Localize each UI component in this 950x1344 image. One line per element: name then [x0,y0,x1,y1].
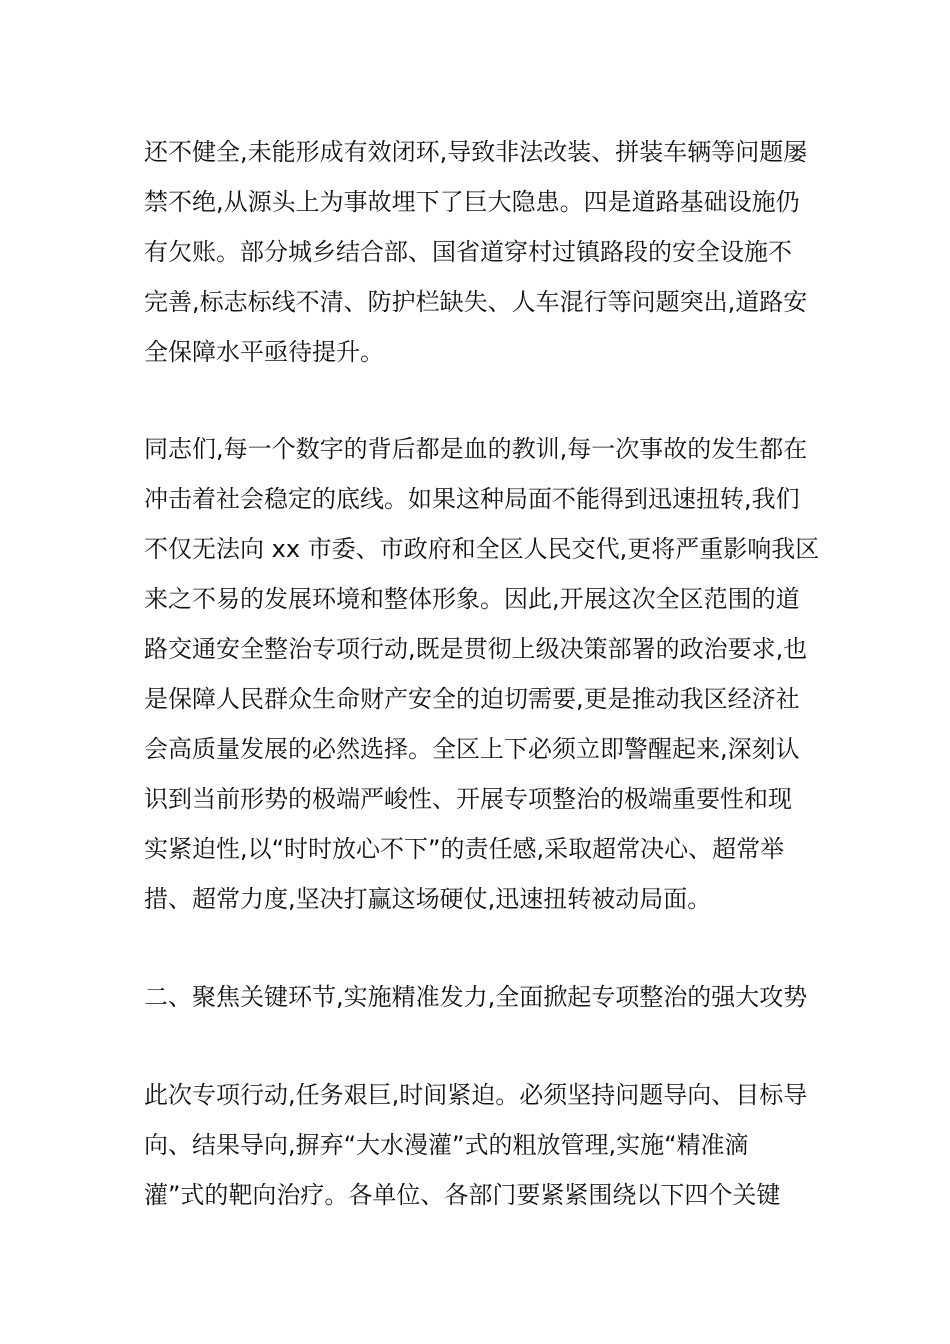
text-line: 灌”式的靶向治疗。各单位、各部门要紧紧围绕以下四个关键 [144,1181,781,1209]
text-line: 完善,标志标线不清、防护栏缺失、人车混行等问题突出,道路安 [144,288,808,316]
text-line: 全保障水平亟待提升。 [144,338,384,366]
text-line: 路交通安全整治专项行动,既是贯彻上级决策部署的政治要求,也 [144,635,808,663]
text-line: 此次专项行动,任务艰巨,时间紧迫。必须坚持问题导向、目标导 [144,1081,808,1109]
text-line: 措、超常力度,坚决打赢这场硬仗,迅速扭转被动局面。 [144,885,712,913]
text-line: 实紧迫性,以“时时放心不下”的责任感,采取超常决心、超常举 [144,835,785,863]
section-heading: 二、聚焦关键环节,实施精准发力,全面掀起专项整治的强大攻势 [144,983,808,1011]
text-line: 是保障人民群众生命财产安全的迫切需要,更是推动我区经济社 [144,685,800,713]
text-line: 还不健全,未能形成有效闭环,导致非法改装、拼装车辆等问题屡 [144,138,808,166]
text-line: 向、结果导向,摒弃“大水漫灌”式的粗放管理,实施“精准滴 [144,1131,749,1159]
text-line: 同志们,每一个数字的背后都是血的教训,每一次事故的发生都在 [144,435,808,463]
text-line: 来之不易的发展环境和整体形象。因此,开展这次全区范围的道 [144,585,800,613]
text-line: 会高质量发展的必然选择。全区上下必须立即警醒起来,深刻认 [144,735,800,763]
text-line: 禁不绝,从源头上为事故埋下了巨大隐患。四是道路基础设施仍 [144,188,800,216]
text-line: 不仅无法向 xx 市委、市政府和全区人民交代,更将严重影响我区 [144,535,820,563]
text-line: 识到当前形势的极端严峻性、开展专项整治的极端重要性和现 [144,785,792,813]
text-line: 有欠账。部分城乡结合部、国省道穿村过镇路段的安全设施不 [144,238,792,266]
text-line: 冲击着社会稳定的底线。如果这种局面不能得到迅速扭转,我们 [144,485,800,513]
